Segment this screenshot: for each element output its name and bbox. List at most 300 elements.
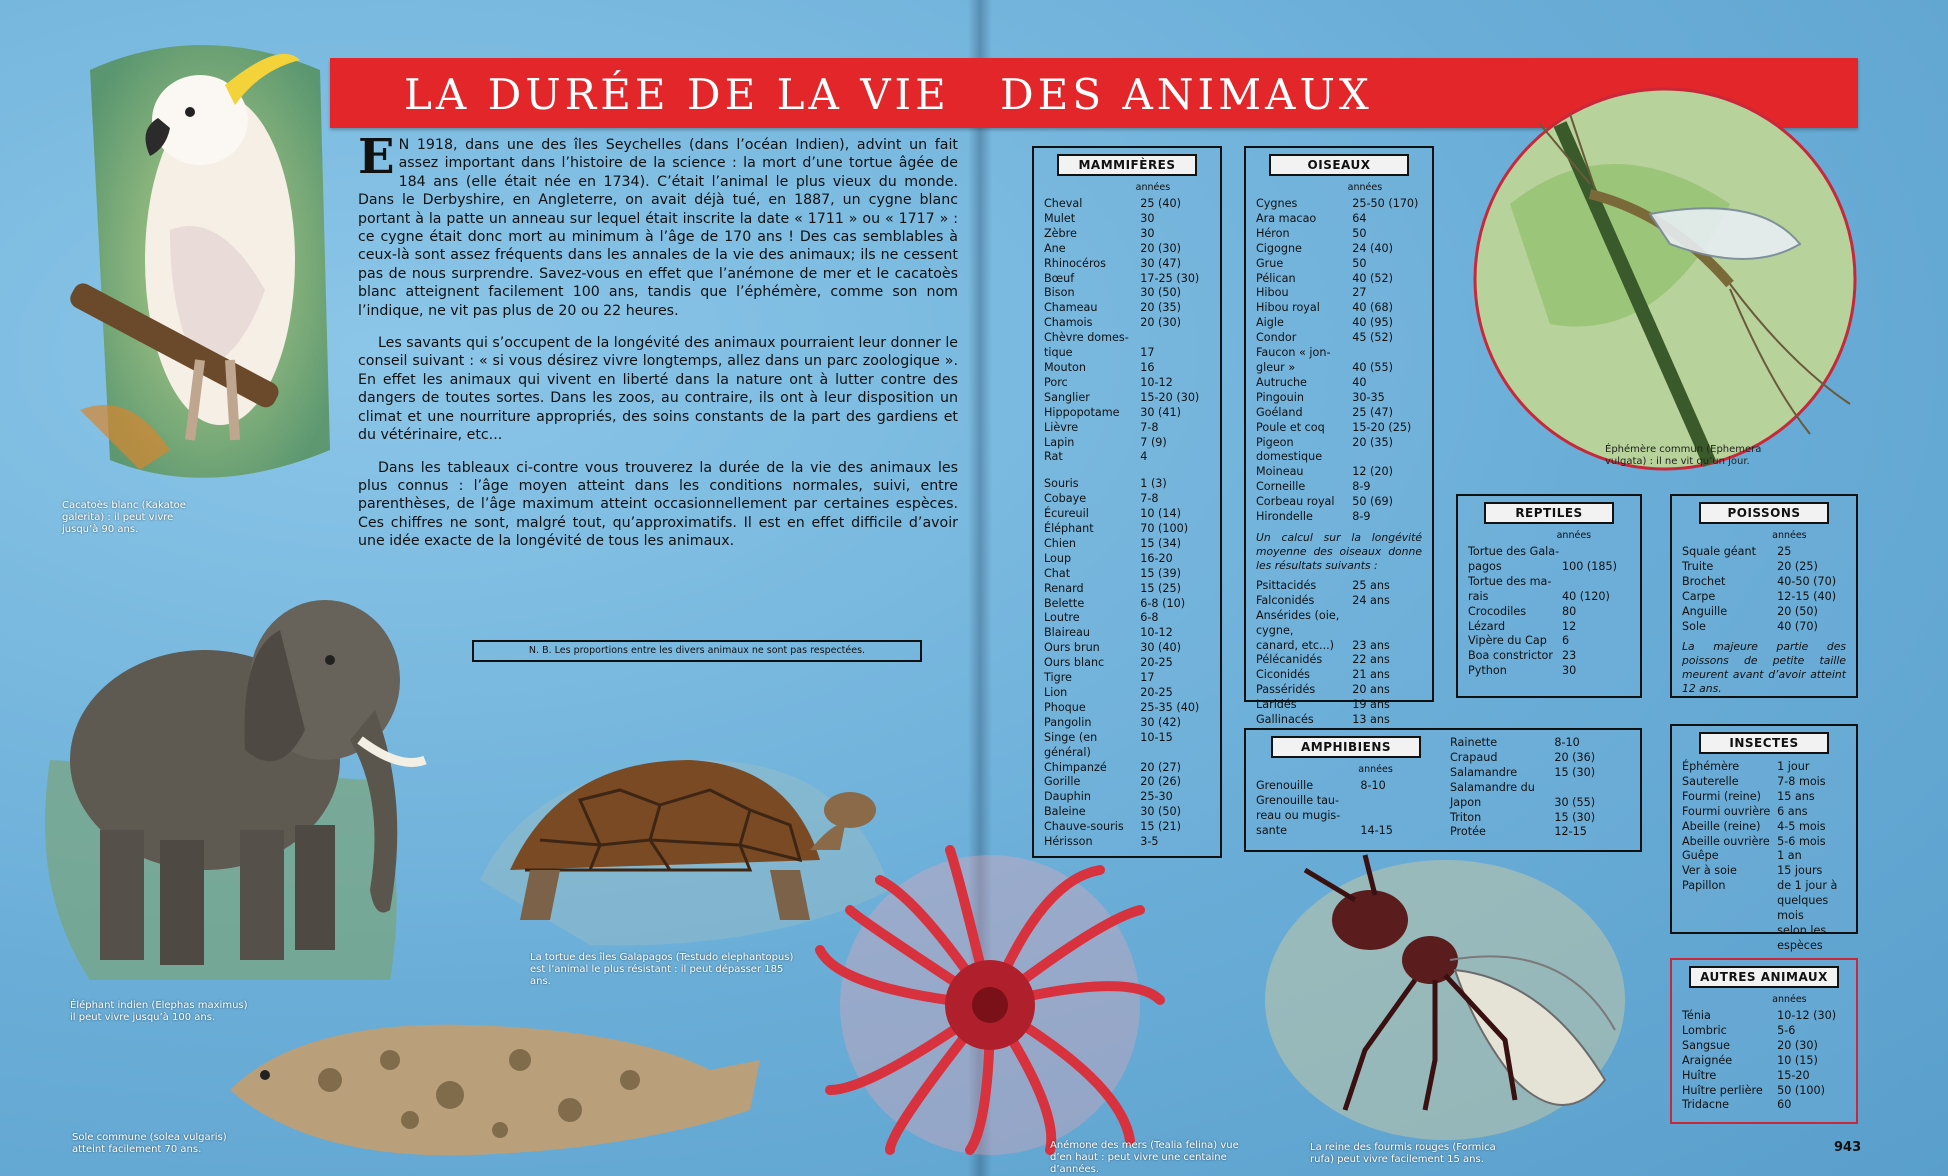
row-value: 25 (40) — [1140, 197, 1182, 210]
row-name: reau ou mugis- — [1256, 808, 1341, 822]
row-value: 20-25 — [1140, 656, 1173, 670]
row-value — [1360, 794, 1436, 809]
row-name: Grue — [1256, 256, 1284, 270]
table-row — [1450, 781, 1630, 796]
row-value: 25-35 (40) — [1140, 700, 1200, 714]
row-value: 25 (47) — [1352, 405, 1394, 419]
unit-label: années — [1556, 530, 1592, 541]
row-name: Moineau — [1256, 465, 1304, 479]
row-name: Belette — [1044, 596, 1085, 610]
row-name: Corneille — [1256, 480, 1306, 494]
row-value: 30-35 — [1352, 390, 1385, 404]
table-row — [1256, 794, 1436, 809]
row-name: Anguille — [1682, 604, 1728, 618]
row-name: Protée — [1450, 825, 1486, 839]
row-name: Poule et coq — [1256, 420, 1325, 434]
row-value: 17 — [1140, 346, 1155, 360]
table-row — [1256, 824, 1436, 839]
table-row — [1044, 406, 1210, 421]
row-name: Brochet — [1682, 574, 1726, 588]
table-row — [1256, 465, 1422, 480]
row-value: 30 (42) — [1140, 715, 1182, 729]
table-row — [1468, 649, 1630, 664]
row-name: Triton — [1450, 810, 1482, 824]
table-head: OISEAUX — [1269, 154, 1409, 176]
row-name: Psittacidés — [1256, 578, 1317, 592]
table-row — [1256, 197, 1422, 212]
row-name: Laridés — [1256, 698, 1297, 712]
row-name: Crocodiles — [1468, 604, 1527, 618]
row-value: 50 — [1352, 256, 1367, 270]
caption-ant: La reine des fourmis rouges (Formica rufa) peut vivre facilement 15 ans. — [1310, 1142, 1496, 1165]
row-value: 1 (3) — [1140, 477, 1167, 491]
row-name: Baleine — [1044, 805, 1086, 819]
table-row — [1468, 634, 1630, 649]
row-name: Sauterelle — [1682, 774, 1739, 788]
row-value: 17-25 (30) — [1140, 271, 1200, 285]
table-row — [1044, 331, 1210, 346]
row-value: 8-10 — [1360, 779, 1386, 792]
row-value: 7-8 mois — [1777, 774, 1826, 788]
row-name: canard, etc...) — [1256, 638, 1335, 652]
row-name: Ver à soie — [1682, 864, 1737, 878]
table-row — [1682, 1009, 1846, 1024]
row-value: 27 — [1352, 286, 1367, 300]
row-value: 6-8 (10) — [1140, 596, 1186, 610]
row-value: 14-15 — [1360, 823, 1393, 837]
table-row — [1044, 701, 1210, 716]
table-row — [1044, 212, 1210, 227]
table-poissons — [1670, 494, 1858, 698]
cockatoo-illustration — [50, 30, 350, 570]
row-name: Japon — [1450, 795, 1482, 809]
row-value: 8-9 — [1352, 510, 1371, 524]
row-value: 8-9 — [1352, 480, 1371, 494]
row-name: Pangolin — [1044, 715, 1092, 729]
row-name: Lézard — [1468, 619, 1506, 633]
row-name: Hibou — [1256, 286, 1289, 300]
row-name: Ara macao — [1256, 211, 1317, 225]
row-value: 4-5 mois — [1777, 819, 1826, 833]
table-rows — [1682, 545, 1846, 634]
row-name: rais — [1468, 589, 1489, 603]
table-row — [1044, 507, 1210, 522]
intro-paragraph-1 — [358, 129, 958, 320]
table-row — [1468, 620, 1630, 635]
table-row — [1044, 477, 1210, 492]
intro-text — [358, 129, 958, 565]
row-name: Corbeau royal — [1256, 495, 1335, 509]
row-name: Guêpe — [1682, 849, 1719, 863]
row-name: Rainette — [1450, 736, 1498, 749]
row-value: 20 (36) — [1554, 750, 1596, 764]
row-name: Papillon — [1682, 879, 1726, 893]
table-row — [1682, 879, 1846, 894]
row-value: 15-20 (25) — [1352, 420, 1412, 434]
table-row — [1256, 376, 1422, 391]
row-name: Chauve-souris — [1044, 820, 1124, 834]
table-row — [1468, 545, 1630, 560]
table-row — [1468, 664, 1630, 679]
table-row — [1682, 1098, 1846, 1113]
row-name: Boa constrictor — [1468, 649, 1553, 663]
table-row — [1044, 611, 1210, 626]
table-row — [1682, 820, 1846, 835]
table-row — [1256, 346, 1422, 361]
table-row — [1044, 641, 1210, 656]
row-name: Singe (en général) — [1044, 730, 1098, 759]
row-value: 40 — [1352, 375, 1367, 389]
row-value: 20 (30) — [1140, 316, 1182, 330]
table-row — [1044, 316, 1210, 331]
table-row — [1682, 894, 1846, 924]
row-value: 40 (68) — [1352, 301, 1394, 315]
row-name: Salamandre — [1450, 765, 1518, 779]
row-value: 15 (39) — [1140, 566, 1182, 580]
amphibiens-left — [1256, 736, 1436, 840]
unit-label: années — [1772, 994, 1807, 1005]
table-row — [1044, 790, 1210, 805]
row-name: Hérisson — [1044, 835, 1093, 849]
row-name: Python — [1468, 664, 1507, 678]
row-name: Huître perlière — [1682, 1083, 1763, 1097]
row-value: 15 (30) — [1554, 810, 1596, 824]
row-name: Écureuil — [1044, 507, 1089, 521]
row-value: 45 (52) — [1352, 331, 1394, 345]
row-name — [1682, 894, 1777, 924]
row-value: 60 — [1777, 1098, 1792, 1112]
table-row — [1044, 597, 1210, 612]
row-value: 40 (55) — [1352, 360, 1394, 374]
row-name: Lion — [1044, 686, 1068, 699]
row-name: Passéridés — [1256, 683, 1316, 697]
row-name: Pélican — [1256, 271, 1296, 285]
row-value: 15 (34) — [1140, 536, 1182, 550]
row-value: 3-5 — [1140, 835, 1159, 849]
table-row — [1044, 582, 1210, 597]
row-name: Tigre — [1044, 671, 1072, 685]
row-value: 20 (30) — [1777, 1038, 1818, 1052]
row-name: Pélécanidés — [1256, 653, 1323, 667]
table-row — [1044, 716, 1210, 731]
row-name: Cobaye — [1044, 492, 1087, 506]
row-name: Ours brun — [1044, 641, 1100, 655]
row-value: 12-15 (40) — [1777, 589, 1837, 603]
row-value: 16 — [1140, 360, 1155, 374]
row-value: 1 an — [1777, 849, 1802, 863]
table-rows-right — [1450, 736, 1630, 840]
table-rows — [1682, 1009, 1846, 1113]
row-name: Tridacne — [1682, 1098, 1729, 1112]
unit-label: années — [1135, 182, 1171, 193]
row-value: 17 — [1140, 671, 1155, 685]
unit-label: années — [1358, 764, 1393, 775]
table-row — [1682, 1069, 1846, 1084]
table-row — [1256, 653, 1422, 668]
row-name: Squale géant — [1682, 545, 1757, 558]
row-value: 15 (25) — [1140, 581, 1182, 595]
table-row — [1044, 731, 1210, 761]
row-value: 20 (35) — [1140, 301, 1182, 315]
row-name: Tortue des ma- — [1468, 574, 1552, 588]
nb-note: N. B. Les proportions entre les divers animaux ne sont pas respectées. — [472, 640, 922, 662]
row-name: Vipère du Cap — [1468, 634, 1547, 648]
row-value: 25 ans — [1352, 578, 1390, 592]
caption-elephant: Éléphant indien (Elephas maximus) il peut vivre jusqu’à 100 ans. — [70, 1000, 248, 1023]
table-row — [1256, 227, 1422, 242]
table-row — [1044, 286, 1210, 301]
row-value: 50 — [1352, 226, 1367, 240]
row-value: 30 — [1140, 226, 1155, 240]
row-name: Salamandre du — [1450, 780, 1535, 794]
row-value: 30 (41) — [1140, 405, 1182, 419]
row-value: 70 (100) — [1140, 522, 1189, 536]
unit-label: années — [1772, 530, 1807, 541]
row-value: 25 — [1777, 545, 1792, 558]
table-row — [1682, 1024, 1846, 1039]
table-row — [1256, 212, 1422, 227]
table-row — [1450, 811, 1630, 826]
row-name: Carpe — [1682, 589, 1716, 603]
row-name: Ansérides (oie, cygne, — [1256, 608, 1340, 637]
row-value: 20 (26) — [1140, 775, 1182, 789]
row-value — [1562, 545, 1630, 560]
row-value: 30 (50) — [1140, 805, 1182, 819]
row-value — [1140, 331, 1210, 346]
row-value: 1 jour — [1777, 760, 1810, 773]
row-name: Ane — [1044, 241, 1066, 255]
table-row — [1256, 480, 1422, 495]
row-value: 20 (35) — [1352, 435, 1394, 449]
row-value: 10-15 — [1140, 730, 1173, 744]
table-row — [1256, 510, 1422, 525]
title-left: LA DURÉE DE LA VIE — [404, 70, 950, 119]
row-value: 10-12 — [1140, 375, 1173, 389]
table-row — [1682, 805, 1846, 820]
table-row — [1450, 796, 1630, 811]
row-name: sante — [1256, 823, 1288, 837]
row-name: pagos — [1468, 559, 1502, 573]
row-value: 20 (27) — [1140, 760, 1182, 774]
table-note: La majeure partie des poissons de petite taille meurent avant d’avoir atteint 12 ans. — [1682, 640, 1846, 696]
row-name: Gorille — [1044, 775, 1081, 789]
row-value: 30 (47) — [1140, 256, 1182, 270]
caption-turtle: La tortue des îles Galapagos (Testudo elephantopus) est l’animal le plus résistant : il peut dépasser 185 ans. — [530, 952, 794, 987]
table-rows-2 — [1256, 579, 1422, 728]
row-value: 15-20 — [1777, 1068, 1810, 1082]
row-value: 20 ans — [1352, 683, 1390, 697]
row-name: Loup — [1044, 551, 1072, 565]
row-name — [1044, 465, 1140, 477]
table-row — [1044, 450, 1210, 465]
row-name: Tortue des Gala- — [1468, 545, 1560, 558]
table-row — [1044, 242, 1210, 257]
row-name: Fourmi (reine) — [1682, 789, 1761, 803]
row-value: 30 (40) — [1140, 641, 1182, 655]
row-value: 7-8 — [1140, 420, 1159, 434]
table-row — [1044, 227, 1210, 242]
table-row — [1044, 361, 1210, 376]
table-row — [1044, 492, 1210, 507]
row-value: 40 (120) — [1561, 589, 1610, 603]
row-name: Sole — [1682, 619, 1706, 633]
table-row — [1256, 713, 1422, 728]
row-value — [1554, 781, 1630, 796]
table-row — [1682, 1054, 1846, 1069]
row-value: 10 (15) — [1777, 1053, 1818, 1067]
table-autres — [1670, 958, 1858, 1124]
row-value: 20 (25) — [1777, 559, 1818, 573]
row-value — [1352, 346, 1422, 361]
table-row — [1468, 590, 1630, 605]
row-value: 12 (20) — [1352, 465, 1394, 479]
table-row — [1256, 594, 1422, 609]
row-value: 20 (50) — [1777, 604, 1818, 618]
row-value: 23 ans — [1352, 638, 1390, 652]
page-number: 943 — [1834, 1140, 1862, 1155]
row-name: Ours blanc — [1044, 656, 1105, 670]
table-row — [1682, 924, 1846, 954]
table-row — [1044, 835, 1210, 850]
row-value: selon les espèces — [1777, 923, 1827, 952]
table-oiseaux — [1244, 146, 1434, 727]
table-row — [1256, 779, 1436, 794]
table-head: MAMMIFÈRES — [1057, 154, 1197, 176]
table-head: AUTRES ANIMAUX — [1689, 966, 1839, 988]
table-row — [1044, 301, 1210, 316]
row-value: 30 (55) — [1554, 795, 1596, 809]
caption-sole: Sole commune (solea vulgaris) atteint facilement 70 ans. — [72, 1132, 227, 1155]
table-row — [1044, 346, 1210, 361]
row-value: 64 — [1352, 211, 1367, 225]
table-row — [1256, 286, 1422, 301]
row-value: 21 ans — [1352, 668, 1390, 682]
anemone-illustration — [800, 840, 1180, 1160]
intro-paragraph-2: Les savants qui s’occupent de la longévité des animaux pourraient leur donner le conseil suivant : « si vous désirez vivre longtemps, allez dans un parc zoologique ». En effet les animaux qui vivent en liberté dans la nature ont à lutter contre des dangers de toutes sortes. Dans les zoos, au contraire, ils ont à leur disposition un climat et une nourriture appropriés, des soins constants de la part des gardiens et du vétérinaire, etc... — [358, 335, 958, 444]
row-name: Phoque — [1044, 700, 1086, 714]
row-value: 100 (185) — [1561, 559, 1617, 573]
mayfly-illustration — [1470, 84, 1860, 474]
table-row — [1256, 242, 1422, 257]
row-name: Pingouin — [1256, 390, 1304, 404]
table-row — [1468, 605, 1630, 620]
row-name: Hirondelle — [1256, 510, 1313, 524]
table-row — [1682, 835, 1846, 850]
elephant-illustration — [30, 560, 450, 990]
table-row — [1044, 805, 1210, 820]
row-value: 12-15 — [1554, 825, 1587, 839]
table-row — [1044, 775, 1210, 790]
row-name: Grenouille — [1256, 779, 1314, 792]
row-name: Cygnes — [1256, 197, 1298, 210]
table-rows — [1256, 779, 1436, 839]
row-value: 40-50 (70) — [1777, 574, 1837, 588]
table-head: INSECTES — [1699, 732, 1829, 754]
intro-paragraph-3: Dans les tableaux ci-contre vous trouverez la durée de la vie des animaux les plus connus : l’âge moyen atteint dans les conditions normales, suivi, entre parenthèses, de l’âge maximum atteint occasionnellement par certaines espèces. Ces chiffres ne sont, malgré tout, qu’approximatifs. Il est en effet difficile d’avoir une idée exacte de la longévité de tous les animaux. — [358, 459, 958, 550]
row-value: 8-10 — [1554, 736, 1580, 749]
row-name: Éphémère — [1682, 760, 1740, 773]
row-name: Mulet — [1044, 211, 1076, 225]
table-row — [1682, 775, 1846, 790]
row-value: 15 jours — [1777, 864, 1823, 878]
drop-cap: E — [358, 129, 395, 185]
table-row — [1044, 552, 1210, 567]
row-value: 30 (50) — [1140, 286, 1182, 300]
row-name: Chat — [1044, 566, 1071, 580]
table-row — [1256, 272, 1422, 287]
row-name: Hippopotame — [1044, 405, 1120, 419]
table-reptiles — [1456, 494, 1642, 698]
amphibiens-columns — [1256, 736, 1630, 840]
row-name: Éléphant — [1044, 522, 1094, 536]
table-row — [1682, 864, 1846, 879]
table-head: REPTILES — [1484, 502, 1614, 524]
row-value: 20-25 — [1140, 686, 1173, 699]
title-right: DES ANIMAUX — [1000, 70, 1373, 119]
row-name: Truite — [1682, 559, 1714, 573]
row-name: Chamois — [1044, 316, 1093, 330]
row-value: 20 (30) — [1140, 241, 1182, 255]
unit-label: années — [1347, 182, 1383, 193]
row-value: 6-8 — [1140, 611, 1159, 625]
table-row — [1044, 257, 1210, 272]
row-value: 15-20 (30) — [1140, 390, 1200, 404]
table-head: AMPHIBIENS — [1271, 736, 1421, 758]
row-value: 7-8 — [1140, 492, 1159, 506]
row-name: Lièvre — [1044, 420, 1079, 434]
table-row — [1044, 197, 1210, 212]
table-amphibiens — [1244, 728, 1642, 852]
table-row — [1450, 736, 1630, 751]
row-value: 80 — [1561, 604, 1577, 618]
row-name: Abeille (reine) — [1682, 819, 1761, 833]
table-row — [1682, 590, 1846, 605]
row-name: Grenouille tau- — [1256, 793, 1340, 807]
table-row — [1682, 849, 1846, 864]
row-value: 24 (40) — [1352, 241, 1394, 255]
table-row — [1256, 683, 1422, 698]
row-value: 24 ans — [1352, 593, 1390, 607]
row-name: Lapin — [1044, 435, 1075, 449]
table-row — [1044, 761, 1210, 776]
row-value: 13 ans — [1352, 713, 1390, 727]
row-value: 19 ans — [1352, 698, 1390, 712]
row-value: 30 — [1561, 664, 1577, 678]
row-name: Gallinacés — [1256, 713, 1314, 727]
row-name: gleur » — [1256, 360, 1296, 374]
table-row — [1682, 545, 1846, 560]
row-name: Dauphin — [1044, 790, 1091, 804]
row-value: 25-50 (170) — [1352, 197, 1419, 210]
table-mammiferes — [1032, 146, 1222, 858]
row-name: Loutre — [1044, 611, 1080, 625]
ant-illustration — [1265, 850, 1645, 1150]
row-name: Souris — [1044, 477, 1079, 491]
row-value: 40 (52) — [1352, 271, 1394, 285]
row-name: Rat — [1044, 450, 1063, 464]
row-name: Chameau — [1044, 301, 1098, 315]
row-name: Zèbre — [1044, 226, 1077, 240]
row-value: 50 (100) — [1777, 1083, 1825, 1097]
row-value: 23 — [1561, 649, 1577, 663]
table-rows — [1256, 197, 1422, 525]
table-row — [1468, 560, 1630, 575]
table-row — [1682, 560, 1846, 575]
row-value: 40 (95) — [1352, 316, 1394, 330]
table-row — [1044, 465, 1210, 477]
row-value: 30 — [1140, 211, 1155, 225]
table-row — [1044, 626, 1210, 641]
